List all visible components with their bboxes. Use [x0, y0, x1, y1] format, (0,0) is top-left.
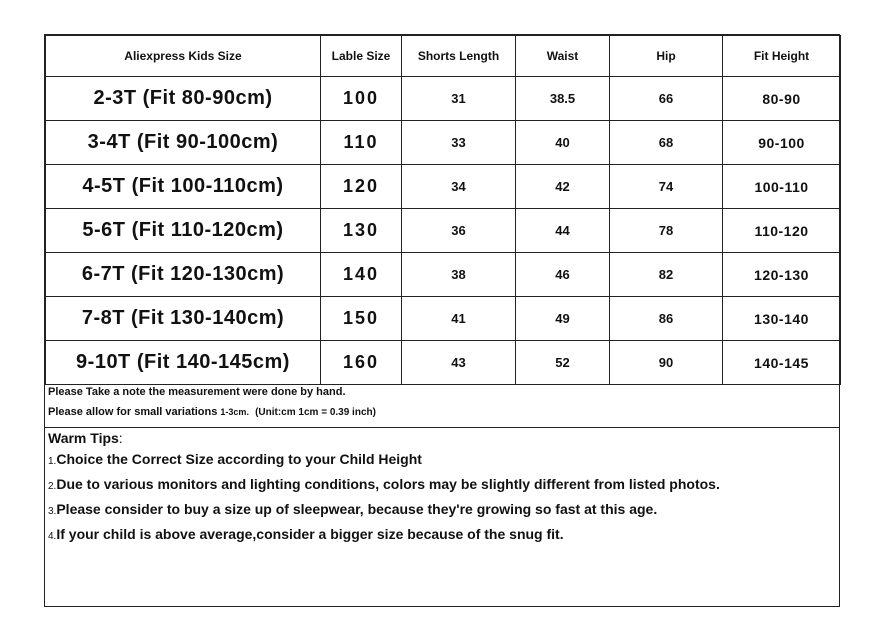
- tip-item: [48, 523, 836, 548]
- cell-label-size: 140: [321, 253, 402, 297]
- table-row: [46, 253, 841, 297]
- cell-hip: 90: [610, 341, 723, 385]
- cell-shorts-length: 38: [402, 253, 516, 297]
- header-hip: Hip: [610, 36, 723, 77]
- cell-waist: 46: [516, 253, 610, 297]
- cell-waist: 49: [516, 297, 610, 341]
- cell-fit-height: 130-140: [723, 297, 841, 341]
- header-waist: Waist: [516, 36, 610, 77]
- table-header-row: [46, 36, 841, 77]
- tip-item: [48, 473, 836, 498]
- tip-number: 4.: [48, 531, 57, 542]
- cell-waist: 42: [516, 165, 610, 209]
- cell-fit-height: 80-90: [723, 77, 841, 121]
- table-row: [46, 121, 841, 165]
- tip-item: [48, 448, 836, 473]
- cell-shorts-length: 31: [402, 77, 516, 121]
- header-fit-height: Fit Height: [723, 36, 841, 77]
- cell-label-size: 120: [321, 165, 402, 209]
- cell-waist: 52: [516, 341, 610, 385]
- tip-text: Due to various monitors and lighting conditions, colors may be slightly different from listed photos.: [56, 476, 720, 492]
- cell-label-size: 130: [321, 209, 402, 253]
- warm-tips-title-text: Warm Tips: [48, 430, 119, 446]
- warm-tips-title: [48, 428, 836, 448]
- cell-shorts-length: 33: [402, 121, 516, 165]
- cell-shorts-length: 41: [402, 297, 516, 341]
- cell-kids-size: 2-3T (Fit 80-90cm): [46, 77, 321, 121]
- measurement-notes: [48, 382, 836, 422]
- table-row: [46, 209, 841, 253]
- cell-hip: 82: [610, 253, 723, 297]
- cell-hip: 86: [610, 297, 723, 341]
- note-line-2-range: 1-3cm.: [220, 407, 249, 417]
- tip-text: If your child is above average,consider a bigger size because of the snug fit.: [56, 526, 564, 542]
- table-row: [46, 77, 841, 121]
- cell-kids-size: 9-10T (Fit 140-145cm): [46, 341, 321, 385]
- size-table: [45, 35, 841, 385]
- cell-fit-height: 90-100: [723, 121, 841, 165]
- cell-waist: 44: [516, 209, 610, 253]
- cell-shorts-length: 34: [402, 165, 516, 209]
- cell-hip: 74: [610, 165, 723, 209]
- cell-shorts-length: 36: [402, 209, 516, 253]
- cell-hip: 68: [610, 121, 723, 165]
- tip-text: Please consider to buy a size up of sleepwear, because they're growing so fast at this age.: [56, 501, 658, 517]
- cell-fit-height: 110-120: [723, 209, 841, 253]
- cell-hip: 78: [610, 209, 723, 253]
- table-row: [46, 297, 841, 341]
- header-label-size: Lable Size: [321, 36, 402, 77]
- cell-label-size: 100: [321, 77, 402, 121]
- table-row: [46, 165, 841, 209]
- cell-label-size: 110: [321, 121, 402, 165]
- tip-number: 2.: [48, 481, 57, 492]
- cell-waist: 40: [516, 121, 610, 165]
- table-row: [46, 341, 841, 385]
- cell-hip: 66: [610, 77, 723, 121]
- cell-kids-size: 3-4T (Fit 90-100cm): [46, 121, 321, 165]
- cell-label-size: 160: [321, 341, 402, 385]
- tip-item: [48, 498, 836, 523]
- cell-fit-height: 140-145: [723, 341, 841, 385]
- cell-label-size: 150: [321, 297, 402, 341]
- cell-shorts-length: 43: [402, 341, 516, 385]
- size-chart-sheet: [44, 34, 840, 607]
- note-line-2-text: Please allow for small variations: [48, 406, 221, 418]
- cell-waist: 38.5: [516, 77, 610, 121]
- cell-kids-size: 6-7T (Fit 120-130cm): [46, 253, 321, 297]
- cell-fit-height: 120-130: [723, 253, 841, 297]
- header-shorts-length: Shorts Length: [402, 36, 516, 77]
- tip-number: 3.: [48, 506, 57, 517]
- tip-text: Choice the Correct Size according to your Child Height: [56, 451, 422, 467]
- warm-tips-title-colon: :: [118, 430, 123, 446]
- cell-kids-size: 5-6T (Fit 110-120cm): [46, 209, 321, 253]
- note-line-1: Please Take a note the measurement were done by hand.: [48, 386, 346, 398]
- note-line-2: [48, 402, 836, 422]
- header-kids-size: Aliexpress Kids Size: [46, 36, 321, 77]
- warm-tips: [48, 428, 836, 548]
- tip-number: 1.: [48, 456, 57, 467]
- cell-fit-height: 100-110: [723, 165, 841, 209]
- cell-kids-size: 7-8T (Fit 130-140cm): [46, 297, 321, 341]
- cell-kids-size: 4-5T (Fit 100-110cm): [46, 165, 321, 209]
- note-line-2-unit: (Unit:cm 1cm = 0.39 inch): [255, 407, 376, 418]
